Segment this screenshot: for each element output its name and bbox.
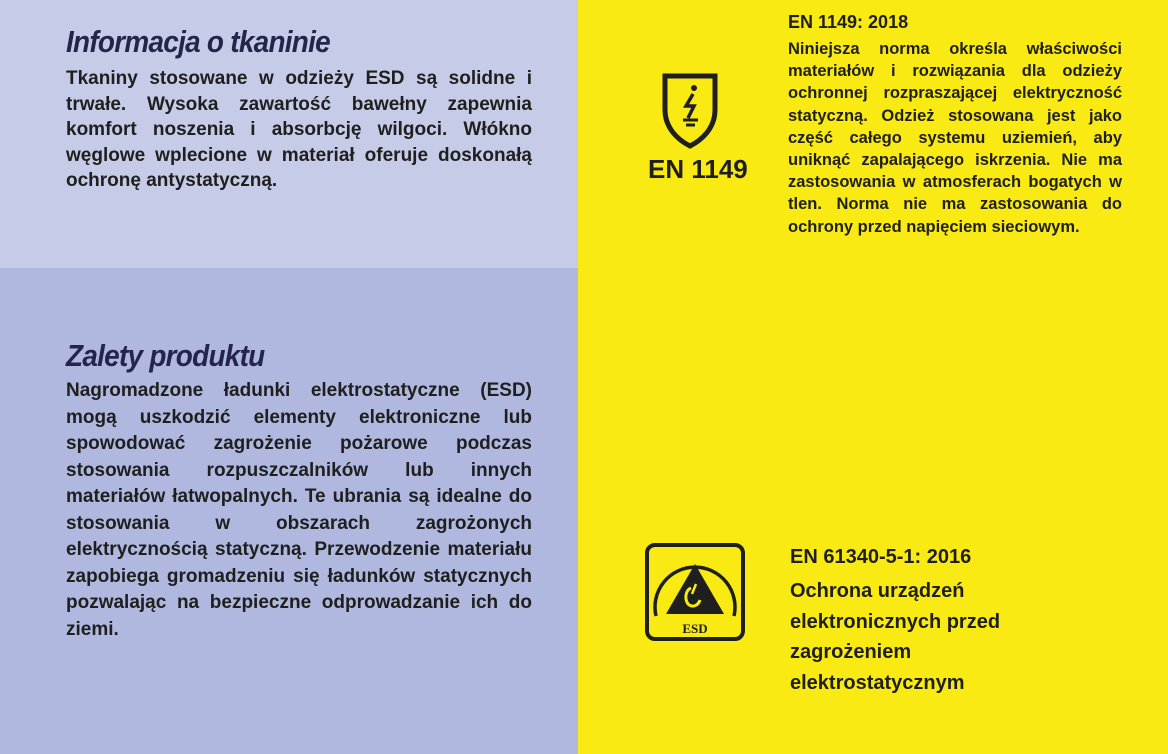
- en1149-title: EN 1149: 2018: [788, 12, 909, 32]
- product-benefits-heading: Zalety produktu: [66, 338, 265, 373]
- en1149-code-label: EN 1149: [648, 154, 748, 184]
- esd-warning-icon: [644, 542, 746, 647]
- en61340-title: EN 61340-5-1: 2016: [790, 546, 972, 568]
- fabric-info-heading: Informacja o tkaninie: [66, 24, 330, 59]
- fabric-info-text: Tkaniny stosowane w odzieży ESD są solidne i trwałe. Wysoka zawartość bawełny zapewnia komfort noszenia i absorbcję wilgoci. Włókno węglowe wplecione w materiał oferuje doskonałą ochronę antystatyczną.: [66, 68, 532, 191]
- en61340-description: Ochrona urządzeń elektronicznych przed zagrożeniem elektrostatycznym: [790, 580, 1001, 694]
- product-benefits-text: Nagromadzone ładunki elektrostatyczne (ESD) mogą uszkodzić elementy elektroniczne lub spowodować zagrożenie pożarowe podczas stosowania rozpuszczalników lub innych materiałów łatwopalnych. Te ubrania są idealne do stosowania w obszarach zagrożonych elektrycznością statyczną. Przewodzenie materiału zapobiega gromadzeniu się ładunków statycznych pozwalając na bezpieczne odprowadzanie ich do ziemi.: [66, 380, 532, 640]
- esd-icon-label: ESD: [682, 621, 708, 636]
- static-shield-icon: [660, 70, 720, 155]
- en1149-description: Niniejsza norma określa właściwości materiałów i rozwiązania dla odzieży ochronnej rozpraszającej elektryczność statyczną. Odzież stosowana jest jako część całego systemu uziemień, aby uniknąć zapalającego iskrzenia. Nie ma zastosowania w atmosferach bogatych w tlen. Norma nie ma zastosowania do ochrony przed napięciem sieciowym.: [788, 40, 1122, 236]
